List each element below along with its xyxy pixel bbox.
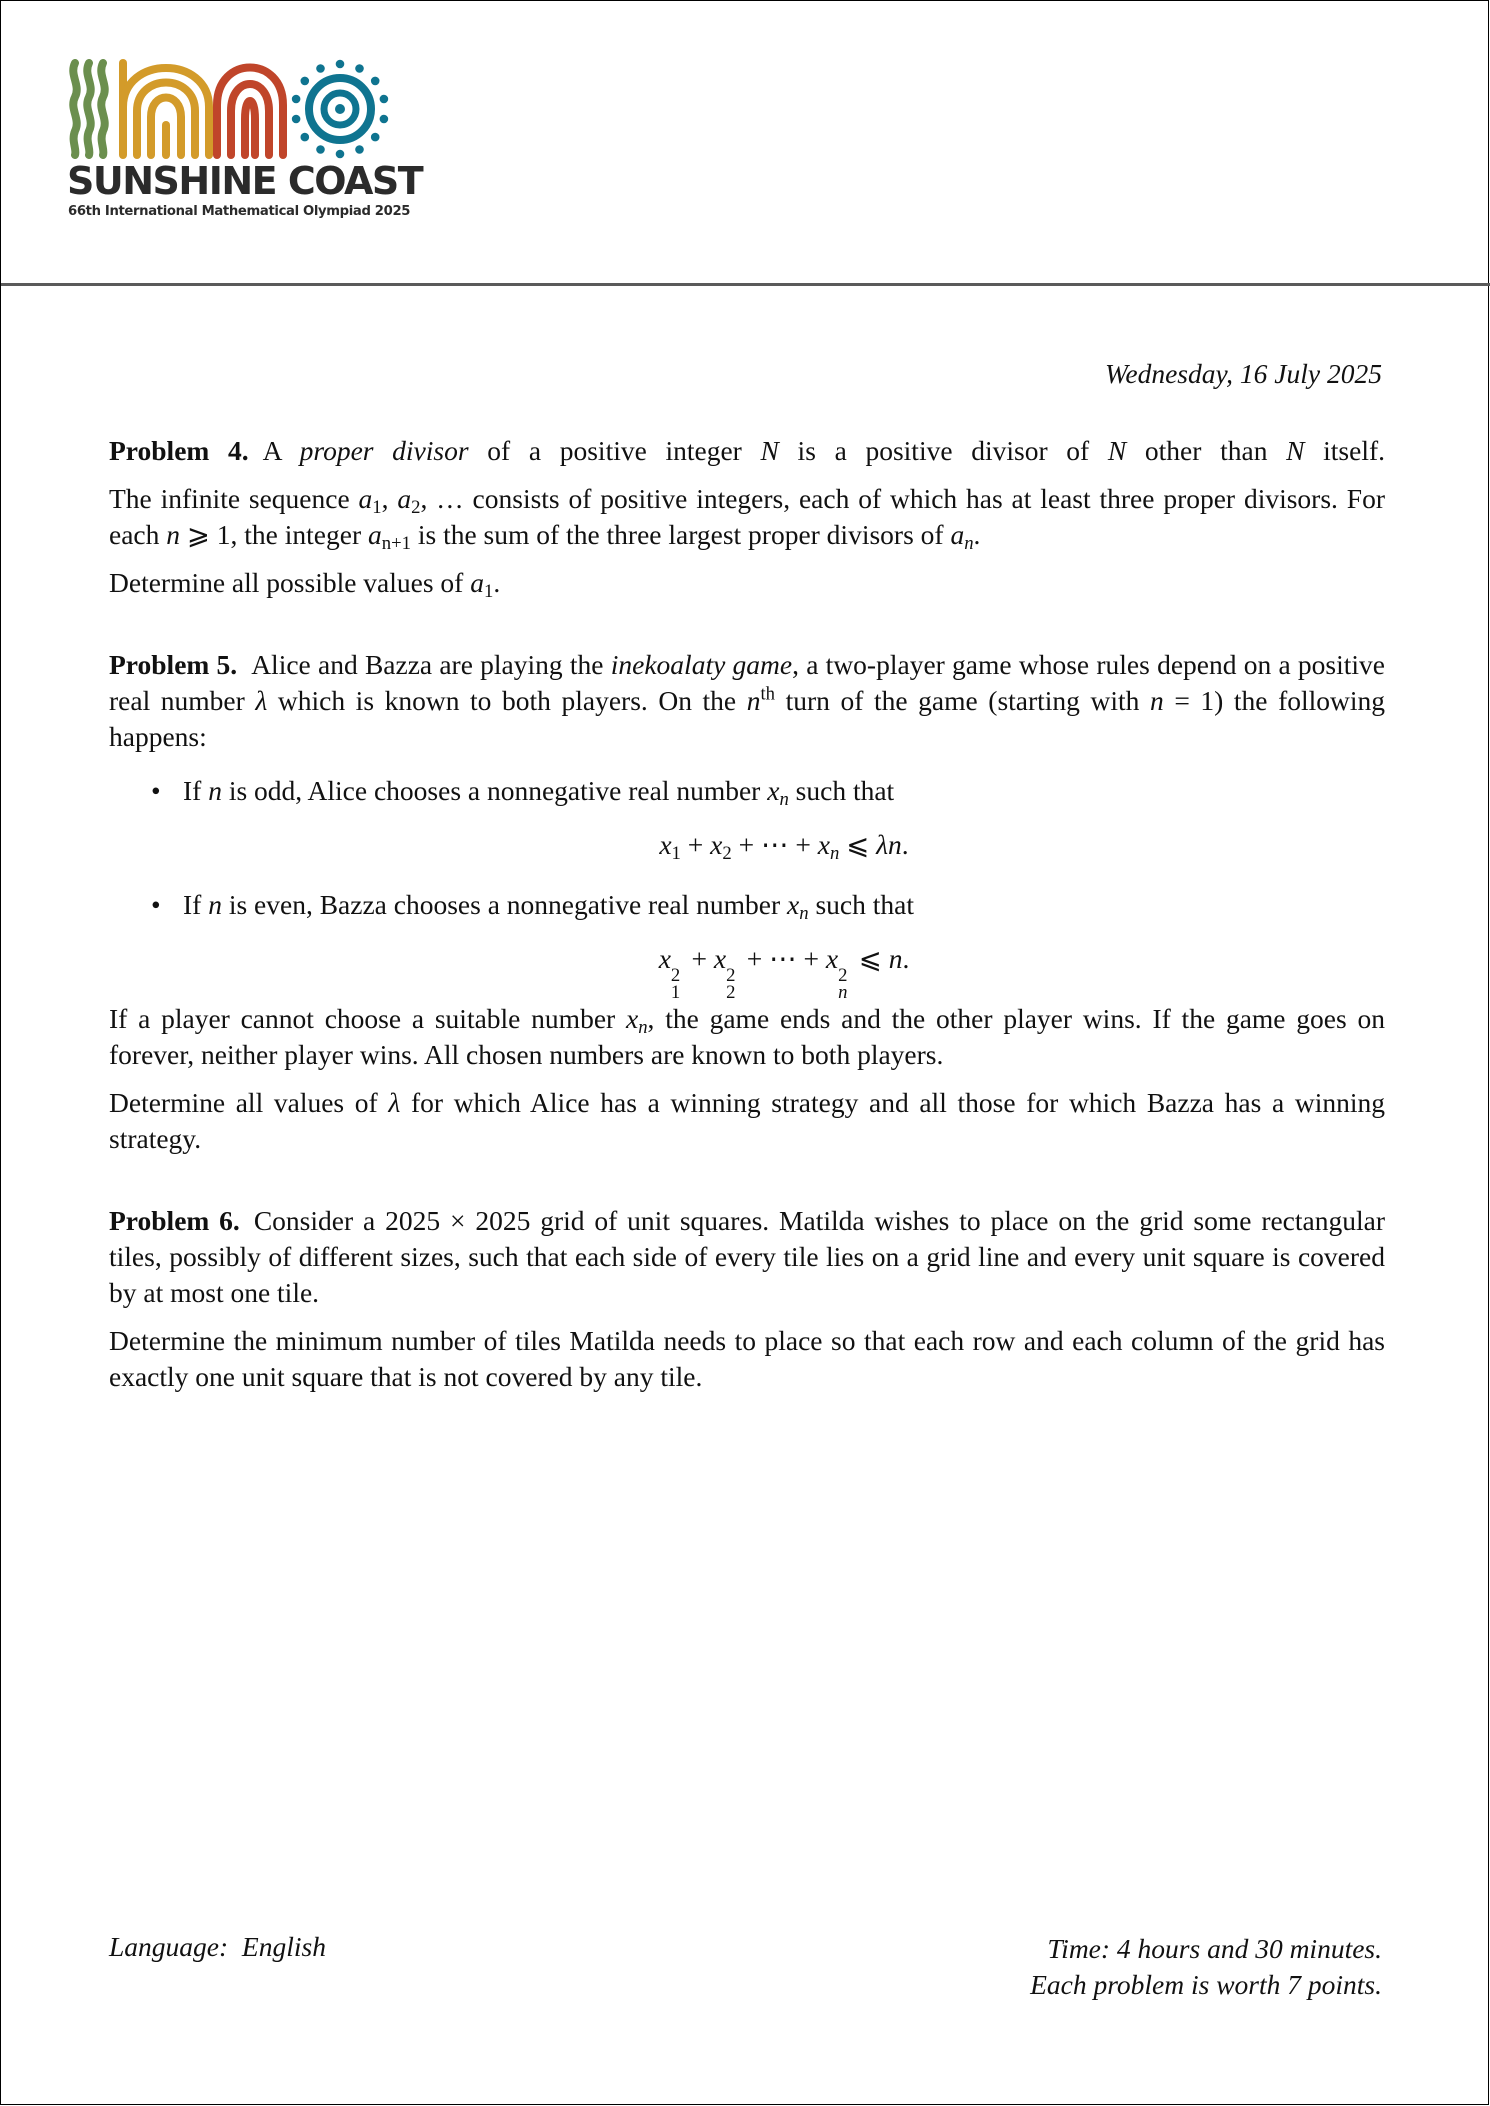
text: is a positive divisor of: [778, 435, 1108, 466]
sun-dot-icon: [380, 95, 389, 104]
bullet-icon: •: [151, 889, 161, 920]
math-sub: n: [799, 903, 809, 925]
problem-5-question: [109, 1085, 1385, 1157]
math-sub: 1: [671, 843, 681, 865]
math-op: ⩽: [851, 943, 889, 974]
math-var: a: [397, 483, 412, 514]
math-var: n: [208, 889, 222, 920]
math-sup: 2: [838, 964, 848, 986]
math-op: +: [680, 829, 711, 860]
text: If: [183, 889, 209, 920]
math-var: a: [950, 519, 965, 550]
text: A: [262, 435, 300, 466]
text: , … consists of positive integers, each of which has at least three proper divisors. For each: [109, 483, 1385, 550]
sun-dot-icon: [355, 145, 364, 154]
math-var: λ: [255, 685, 268, 716]
sun-dot-icon: [336, 150, 345, 159]
math-var: N: [1107, 435, 1127, 466]
math-var: x: [710, 829, 723, 860]
sun-dot-icon: [355, 64, 364, 73]
bazza-constraint-equation: [183, 941, 1385, 1003]
gold-arches-icon: [123, 63, 209, 155]
problem-4-question: [109, 565, 1385, 601]
math-sub: n: [779, 789, 789, 811]
text: = 1) the following happens:: [109, 685, 1386, 752]
language-label: Language: English: [109, 1931, 326, 1962]
text: is even, Bazza chooses a nonnegative real number: [221, 889, 788, 920]
points-info: Each problem is worth 7 points.: [1030, 1969, 1382, 2000]
exam-info: [1030, 1931, 1382, 2003]
text: for which Alice has a winning strategy and all those for which Bazza has a winning strategy.: [109, 1087, 1385, 1154]
math-var: x: [658, 943, 671, 974]
green-waves-icon: [73, 63, 104, 155]
math-sub: 2: [722, 843, 732, 865]
text: Determine the minimum number of tiles Matilda needs to place so that each row and each column of the grid has exactly one unit square that is not covered by any tile.: [109, 1325, 1385, 1392]
problem-6-question: [109, 1323, 1385, 1395]
math-var: a: [358, 483, 373, 514]
text: If a player cannot choose a suitable number: [109, 1003, 626, 1034]
problem-6-statement: [109, 1203, 1385, 1311]
math-var: N: [760, 435, 779, 466]
text: which is known to both players. On the: [267, 685, 747, 716]
math-var: λn: [876, 829, 902, 860]
text: such that: [788, 775, 895, 806]
logo-title: SUNSHINE COAST: [67, 159, 423, 203]
math-var: x: [787, 889, 800, 920]
time-limit: Time: 4 hours and 30 minutes.: [1047, 1933, 1382, 1964]
math-sub: n+1: [381, 533, 411, 555]
problem-5-statement: [109, 647, 1385, 755]
header-divider: [1, 283, 1490, 286]
math-var: n: [1150, 685, 1164, 716]
math-var: x: [625, 1003, 639, 1034]
text: If: [183, 775, 209, 806]
text: turn of the game (starting with: [775, 685, 1150, 716]
math-op: + ⋯ +: [731, 829, 818, 860]
problems-body: [109, 433, 1385, 1407]
math-op: + ⋯ +: [739, 943, 826, 974]
teal-sun-icon: [292, 60, 388, 159]
math-var: λ: [388, 1087, 401, 1118]
text: Determine all values of: [109, 1087, 389, 1118]
problem-5-rules: [109, 1001, 1385, 1073]
text: .: [973, 519, 981, 550]
sun-dot-icon: [316, 64, 325, 73]
math-var: x: [767, 775, 780, 806]
sun-dot-icon: [380, 115, 389, 124]
text: such that: [808, 889, 914, 920]
math-var: x: [817, 829, 830, 860]
math-var: x: [713, 943, 727, 974]
bullet-icon: •: [151, 775, 161, 806]
logo-subtitle: 66th International Mathematical Olympiad 2025: [68, 204, 411, 219]
text: Determine all possible values of: [109, 567, 471, 598]
text: , a two-player game whose rules depend on a positive real number: [109, 649, 1386, 716]
red-arches-icon: [217, 68, 283, 156]
bullet-bazza: [109, 887, 1385, 1003]
term-inekoalaty-game: inekoalaty game: [610, 649, 793, 680]
problem-4-label: Problem 4.: [109, 435, 249, 466]
sun-dot-icon: [371, 77, 380, 86]
math-var: n: [888, 943, 903, 974]
math-sup: 2: [670, 964, 681, 986]
logo-graphic-icon: [67, 59, 397, 159]
math-var: n: [166, 519, 180, 550]
math-var: a: [470, 567, 484, 598]
bullet-alice: [109, 773, 1385, 863]
math-var: N: [1286, 435, 1305, 466]
problem-4-sequence: [109, 481, 1385, 553]
text: is odd, Alice chooses a nonnegative real number: [221, 775, 768, 806]
imo-2025-logo: [67, 59, 423, 227]
text: other than: [1126, 435, 1287, 466]
text: The infinite sequence: [109, 483, 359, 514]
sun-dot-icon: [301, 133, 310, 142]
math-sub: 1: [670, 981, 681, 1003]
problem-5: [109, 647, 1385, 1157]
sun-dot-icon: [336, 60, 345, 69]
text: of a positive integer: [468, 435, 761, 466]
math-op: .: [901, 829, 909, 860]
sun-dot-icon: [301, 77, 310, 86]
text: .: [493, 567, 501, 598]
math-sub: 1: [483, 581, 494, 603]
sun-dot-icon: [292, 95, 301, 104]
alice-constraint-equation: [183, 827, 1385, 863]
problem-5-label: Problem 5.: [109, 649, 238, 680]
sun-dot-icon: [292, 115, 301, 124]
text: ⩾ 1, the integer: [180, 519, 368, 550]
problem-6: [109, 1203, 1385, 1395]
sun-dot-icon: [371, 133, 380, 142]
exam-date: Wednesday, 16 July 2025: [1105, 358, 1382, 389]
math-sub: 2: [726, 981, 736, 1003]
math-var: x: [825, 943, 839, 974]
math-sub: n: [638, 1017, 648, 1039]
text: ,: [381, 483, 398, 514]
math-var: a: [368, 519, 382, 550]
text: itself.: [1304, 435, 1386, 466]
math-sub: n: [838, 981, 848, 1003]
text: Consider a 2025 × 2025 grid of unit squares. Matilda wishes to place on the grid some rectangular tiles, possibly of different sizes, such that each side of every tile lies on a grid line and every unit square is covered by at most one tile.: [109, 1205, 1385, 1308]
math-sub: 1: [372, 497, 382, 519]
sun-dot-icon: [316, 145, 325, 154]
problem-4-statement: [109, 433, 1385, 469]
math-var: x: [659, 829, 672, 860]
text: , the game ends and the other player wins. If the game goes on forever, neither player wins. All chosen numbers are known to both players.: [109, 1003, 1385, 1070]
term-proper-divisor: proper divisor: [299, 435, 469, 466]
text: is the sum of the three largest proper divisors of: [410, 519, 951, 550]
math-sub: n: [964, 533, 974, 555]
math-op: +: [684, 943, 714, 974]
math-sub: 2: [411, 497, 421, 519]
math-var: n: [208, 775, 222, 806]
math-var: n: [746, 685, 761, 716]
math-sup: th: [760, 683, 776, 705]
math-op: .: [902, 943, 910, 974]
problem-6-label: Problem 6.: [109, 1205, 240, 1236]
math-op: ⩽: [839, 829, 877, 860]
math-sub: n: [829, 843, 840, 865]
text: Alice and Bazza are playing the: [251, 649, 611, 680]
problem-4: [109, 433, 1385, 601]
math-sup: 2: [726, 964, 736, 986]
